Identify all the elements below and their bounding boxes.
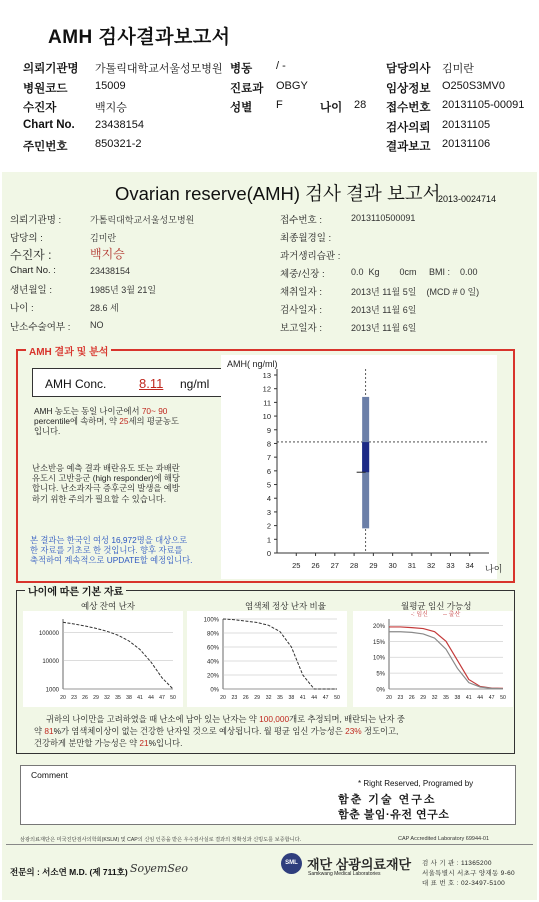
rights-text: * Right Reserved, Programed by [358, 779, 474, 788]
amh-chart-title: AMH( ng/ml) [227, 359, 278, 369]
age-summary [34, 713, 405, 749]
legend-item: -: 임신 [411, 612, 428, 618]
chart-normal-oocyte-ratio [187, 611, 347, 707]
para2-line: 유도시 고반응군 (high responder)에 해당 [32, 473, 180, 484]
x-tick-label: 25 [292, 561, 301, 570]
mini-x-tick-label: 44 [148, 695, 154, 701]
mini-x-tick-label: 50 [334, 695, 340, 701]
sheet-value-age: 28.6 세 [90, 303, 119, 313]
value-receipt-no: 20131105-00091 [442, 99, 525, 111]
sheet-value-patient: 백지승 [90, 247, 125, 261]
amh-conc-unit: ng/ml [180, 377, 210, 391]
mini-y-tick-label: 1000 [45, 687, 59, 694]
mini-x-tick-label: 23 [71, 695, 77, 701]
amh-section-title: AMH 결과 및 분석 [26, 343, 111, 358]
x-tick-label: 28 [349, 561, 359, 570]
age-section-title: 나이에 따른 기본 자료 [25, 583, 126, 598]
mini-title-normal-ratio: 염색체 정상 난자 비율 [245, 601, 326, 611]
mini-x-tick-label: 26 [408, 695, 415, 701]
mini-y-tick-label: 0% [376, 687, 385, 694]
sheet-label-institution: 의뢰기관명 : [10, 215, 62, 226]
mini-x-tick-label: 38 [454, 695, 461, 701]
para1-line2-end: 세의 평균농도 [128, 416, 179, 427]
value-chart-no: 23438154 [95, 119, 144, 131]
label-clinical-info: 임상정보 [386, 83, 431, 95]
y-tick-label: 8 [266, 439, 271, 449]
x-tick-label: 26 [311, 561, 320, 570]
y-tick-label: 12 [262, 384, 271, 394]
mini-x-tick-label: 47 [488, 695, 495, 701]
mini-x-tick-label: 32 [431, 695, 438, 701]
mini-x-tick-label: 38 [126, 695, 132, 701]
para3-line: 본 결과는 한국인 여성 16,972명을 대상으로 [30, 535, 188, 545]
sheet-label-report-date: 보고일자 : [280, 323, 322, 334]
label-age: 나이 [320, 102, 343, 114]
amh-conc-label: AMH Conc. [45, 377, 107, 391]
summary-text: 정도이고, [361, 726, 399, 736]
mini-y-tick-label: 10% [372, 655, 385, 662]
sheet-value-birthdate: 1985년 3월 21일 [90, 285, 157, 295]
amh-result-section [16, 349, 515, 583]
mini-y-tick-label: 40% [206, 659, 219, 666]
mini-y-tick-label: 5% [376, 671, 385, 678]
y-tick-label: 7 [266, 453, 271, 463]
sheet-label-doctor: 담당의 : [10, 233, 43, 244]
mini-x-tick-label: 47 [322, 695, 329, 701]
mini-x-tick-label: 29 [93, 695, 99, 701]
value-clinical-info: O250S3MV0 [442, 80, 505, 92]
y-tick-label: 4 [266, 494, 271, 504]
sheet-label-weight-height: 체중/신장 : [280, 269, 325, 280]
para2-line: 하기 위한 주의가 필요할 수 있습니다. [32, 493, 167, 504]
lab-name: 재단 삼광의료재단 [307, 857, 412, 872]
para1-line1: AMH 농도는 동일 나이군에서 [34, 406, 142, 416]
mini-x-tick-label: 41 [465, 695, 472, 701]
mini-x-tick-label: 41 [299, 695, 306, 701]
mini-x-tick-label: 38 [288, 695, 295, 701]
percentile-range: 70~ 90 [141, 406, 168, 416]
value-patient: 백지승 [95, 102, 127, 114]
lab-logo-icon: SML [281, 853, 302, 874]
footer-divider [6, 844, 533, 845]
sheet-label-receipt-no: 접수번호 : [280, 215, 322, 226]
para1-line2: percentile에 속하며, 약 [34, 416, 120, 427]
signature: SoyemSeo [130, 862, 188, 875]
mini-x-tick-label: 29 [254, 695, 261, 701]
y-tick-label: 9 [266, 425, 271, 435]
para1-line3: 입니다. [34, 426, 61, 437]
x-tick-label: 34 [465, 561, 474, 570]
amh-response-text [32, 463, 180, 504]
sheet-label-test-date: 검사일자 : [280, 305, 322, 316]
summary-text: 귀하의 나이만을 고려하였을 때 난소에 남아 있는 난자는 약 [46, 714, 260, 724]
mini-x-tick-label: 32 [265, 695, 272, 701]
label-doctor: 담당의사 [386, 63, 431, 75]
sheet-label-birthdate: 생년월일 : [10, 285, 52, 296]
y-tick-label: 11 [263, 398, 271, 408]
mini-y-tick-label: 60% [206, 645, 219, 652]
mini-x-tick-label: 44 [477, 695, 484, 701]
label-resident-no: 주민번호 [23, 141, 68, 153]
summary-text: 건강하게 분만할 가능성은 약 [34, 738, 140, 748]
institute-name-2: 함춘 불임·유전 연구소 [338, 809, 450, 821]
sheet-value-report-date: 2013년 11월 6일 [351, 323, 417, 333]
chart-pregnancy-probability [353, 611, 513, 707]
label-patient: 수진자 [23, 102, 57, 114]
accreditation-note: 삼광의료재단은 미국진단검사의학회(KSLM) 및 CAP의 신임 인증을 받은 우수검사실로 결과의 정확성과 신빙도를 보증합니다. [20, 837, 302, 843]
value-institution: 가톨릭대학교서울성모병원 [95, 63, 223, 75]
value-sex: F [276, 99, 283, 111]
x-tick-label: 33 [446, 561, 455, 570]
mini-x-tick-label: 41 [137, 695, 143, 701]
mini-x-tick-label: 32 [104, 695, 110, 701]
lab-contact: 검 사 기 관 : 11365200 [422, 860, 492, 867]
mini-x-tick-label: 26 [82, 695, 88, 701]
mini-y-tick-label: 100% [203, 617, 219, 624]
sheet-label-patient: 수진자 : [10, 248, 52, 262]
mini-y-tick-label: 0% [210, 687, 219, 694]
sheet-value-ovary-surgery: NO [90, 320, 104, 330]
amh-percentile-text [34, 406, 179, 437]
summary-pregnancy-percent: 23% [345, 726, 362, 736]
sheet-value-test-date: 2013년 11월 6일 [351, 305, 417, 315]
label-result-report: 결과보고 [386, 141, 431, 153]
mini-x-tick-label: 29 [420, 695, 427, 701]
sheet-value-receipt-no: 2013110500091 [351, 213, 416, 223]
page-title: AMH 검사결과보고서 [48, 27, 231, 48]
cap-accreditation: CAP Accredited Laboratory 69944-01 [398, 836, 490, 842]
y-tick-label: 2 [266, 521, 271, 531]
y-tick-label: 5 [266, 480, 271, 490]
value-department: OBGY [276, 80, 308, 92]
mini-x-tick-label: 20 [220, 695, 226, 701]
mini-y-tick-label: 20% [372, 623, 385, 630]
label-institution: 의뢰기관명 [23, 63, 79, 75]
summary-text: 개로 추정되며, 배란되는 난자 중 [289, 714, 405, 724]
para2-line: 합니다. 난소과자극 증후군의 발생을 예방 [32, 483, 180, 494]
mini-title-oocytes: 예상 잔여 난자 [81, 601, 135, 611]
mini-title-pregnancy: 월평균 임신 가능성 [401, 601, 472, 611]
sheet-label-age: 나이 : [10, 303, 34, 314]
mini-x-tick-label: 50 [170, 695, 176, 701]
report-title: Ovarian reserve(AMH) 검사 결과 보고서 [115, 183, 441, 204]
para3-line: 축적하여 계속적으로 UPDATE할 예정입니다. [30, 555, 193, 566]
summary-text: %가 염색체이상이 없는 건강한 난자일 것으로 예상됩니다. 월 평균 임신 가능성은 [53, 726, 346, 736]
para2-line: 난소반응 예측 결과 배란유도 또는 과배란 [32, 463, 180, 473]
value-ward: / - [276, 60, 286, 72]
label-department: 진료과 [230, 83, 264, 95]
sheet-label-collection-date: 채취일자 : [280, 287, 322, 298]
mini-x-tick-label: 44 [311, 695, 318, 701]
summary-delivery-percent: 21 [139, 738, 149, 748]
mini-y-tick-label: 15% [372, 639, 385, 646]
equivalent-age: 25 [119, 416, 129, 427]
summary-normal-percent: 81 [44, 726, 54, 736]
lab-address: 서울특별시 서초구 양재동 9-60 [422, 870, 515, 877]
specialist-name: 전문의 : 서소연 M.D. (제 711호) [10, 867, 128, 877]
report-header [0, 0, 539, 166]
amh-data-note [30, 535, 192, 566]
mini-x-tick-label: 20 [386, 695, 392, 701]
sheet-label-ovary-surgery: 난소수술여부 : [10, 322, 71, 333]
report-sheet [2, 172, 537, 900]
amh-age-chart [221, 355, 503, 579]
mini-x-tick-label: 47 [159, 695, 165, 701]
y-tick-label: 13 [262, 371, 271, 380]
percentile-box [362, 442, 369, 472]
mini-x-tick-label: 23 [231, 695, 238, 701]
mini-x-tick-label: 50 [500, 695, 506, 701]
x-axis-label: 나이 [485, 564, 503, 574]
sheet-value-chart-no: 23438154 [90, 266, 131, 276]
chart-remaining-oocytes [23, 611, 183, 707]
mini-x-tick-label: 35 [277, 695, 283, 701]
value-doctor: 김미란 [442, 63, 474, 75]
mini-y-tick-label: 100000 [38, 630, 59, 637]
label-test-request: 검사의뢰 [386, 122, 431, 134]
mini-y-tick-label: 80% [206, 631, 219, 638]
sheet-value-institution: 가톨릭대학교서울성모병원 [90, 215, 195, 225]
sheet-value-doctor: 김미란 [90, 233, 117, 243]
lab-name-en: Samkwang Medical Laboratories [308, 871, 381, 877]
summary-text: %입니다. [148, 738, 183, 748]
comment-label: Comment [31, 770, 68, 780]
y-tick-label: 10 [262, 412, 271, 422]
mini-y-tick-label: 20% [206, 673, 219, 680]
label-chart-no: Chart No. [23, 119, 75, 131]
mini-x-tick-label: 35 [115, 695, 121, 701]
sheet-label-last-period: 최종월경일 : [280, 233, 332, 244]
y-tick-label: 0 [266, 549, 271, 558]
x-tick-label: 31 [407, 561, 417, 570]
institute-name-1: 함춘 기술 연구소 [338, 794, 437, 806]
amh-conc-value: 8.11 [139, 376, 164, 391]
y-tick-label: 1 [266, 535, 271, 545]
y-tick-label: 6 [266, 466, 271, 476]
x-tick-label: 29 [369, 561, 378, 570]
mini-y-tick-label: 10000 [42, 659, 59, 666]
sheet-value-weight-height: 0.0 Kg 0cm BMI : 0.00 [351, 267, 478, 277]
amh-conc-box [32, 368, 226, 397]
mini-x-tick-label: 20 [60, 695, 66, 701]
legend-item: -- 출산 [443, 612, 461, 618]
mini-x-tick-label: 23 [397, 695, 404, 701]
age-data-section [16, 587, 515, 754]
mini-x-tick-label: 35 [443, 695, 449, 701]
value-resident-no: 850321-2 [95, 138, 142, 150]
sheet-label-chart-no: Chart No. : [10, 265, 56, 276]
y-tick-label: 3 [266, 507, 271, 517]
summary-oocyte-count: 100,000 [259, 714, 290, 724]
label-receipt-no: 접수번호 [386, 102, 431, 114]
summary-text: 약 [34, 726, 45, 736]
x-tick-label: 32 [427, 561, 436, 570]
value-result-report: 20131106 [442, 138, 491, 150]
para3-line: 한 자료를 기초로 한 것입니다. 향후 자료를 [30, 545, 183, 556]
x-tick-label: 30 [388, 561, 397, 570]
lab-phone: 대 표 번 호 : 02-3497-5100 [422, 880, 506, 887]
label-hospital-code: 병원코드 [23, 83, 68, 95]
value-age: 28 [354, 99, 367, 111]
value-test-request: 20131105 [442, 119, 491, 131]
mini-x-tick-label: 26 [242, 695, 249, 701]
sheet-label-menstrual-history: 과거생리습관 : [280, 251, 341, 262]
x-tick-label: 27 [330, 561, 339, 570]
label-ward: 병동 [230, 63, 253, 75]
report-code: 2013-0024714 [438, 194, 497, 204]
value-hospital-code: 15009 [95, 80, 126, 92]
sheet-value-collection-date: 2013년 11월 5일 (MCD # 0 일) [351, 287, 480, 297]
label-sex: 성별 [230, 102, 253, 114]
